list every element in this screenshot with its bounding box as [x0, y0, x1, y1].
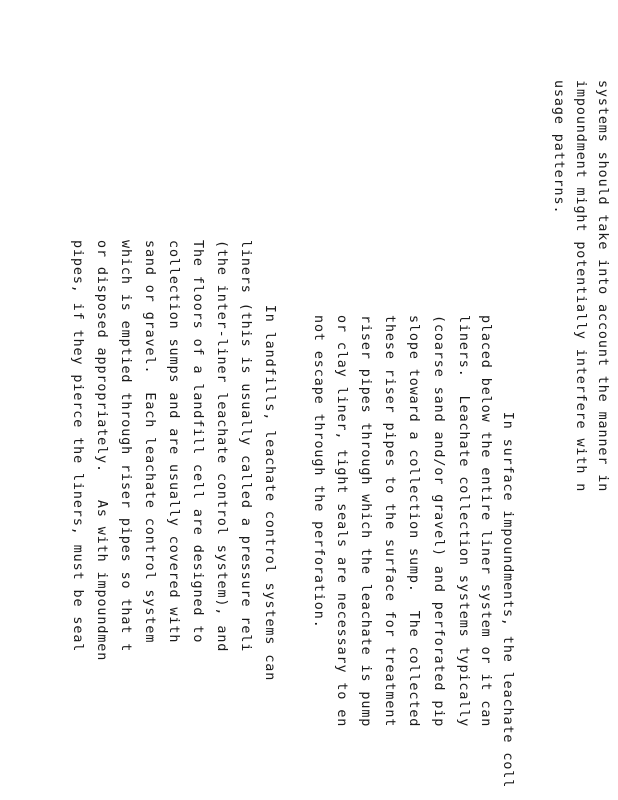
- text-line: placed below the entire liner system or it can: [478, 315, 493, 728]
- text-line: not escape through the perforation.: [311, 315, 326, 629]
- text-line: liners (this is usually called a pressure reli: [238, 240, 253, 653]
- text-line: (the inter-liner leachate control system), and: [214, 240, 229, 653]
- text-line: The floors of a landfill cell are designed to: [190, 240, 205, 644]
- text-line: liners. Leachate collection systems typically: [456, 315, 471, 728]
- text-line: sand or gravel. Each leachate control system: [142, 240, 157, 644]
- text-line: collection sumps and are usually covered with: [166, 240, 181, 644]
- text-line: or disposed appropriately. As with impoundmen: [94, 240, 109, 662]
- text-line: riser pipes through which the leachate is pump: [358, 315, 373, 728]
- text-line: In landfills, leachate control systems can: [262, 260, 277, 682]
- text-line: which is emptied through riser pipes so that t: [118, 240, 133, 653]
- text-line: usage patterns.: [551, 80, 566, 215]
- text-line: slope toward a collection sump. The collected: [406, 315, 421, 728]
- text-line: pipes, if they pierce the liners, must be seal: [70, 240, 85, 653]
- text-line: impoundment might potentially interfere with n: [573, 80, 588, 493]
- text-line: or clay liner, tight seals are necessary to en: [334, 315, 349, 728]
- text-line: systems should take into account the manner in: [595, 80, 610, 493]
- text-line: (coarse sand and/or gravel) and perforated pip: [431, 315, 446, 728]
- text-line: In surface impoundments, the leachate coll: [500, 367, 515, 789]
- text-line: these riser pipes to the surface for treatment: [382, 315, 397, 728]
